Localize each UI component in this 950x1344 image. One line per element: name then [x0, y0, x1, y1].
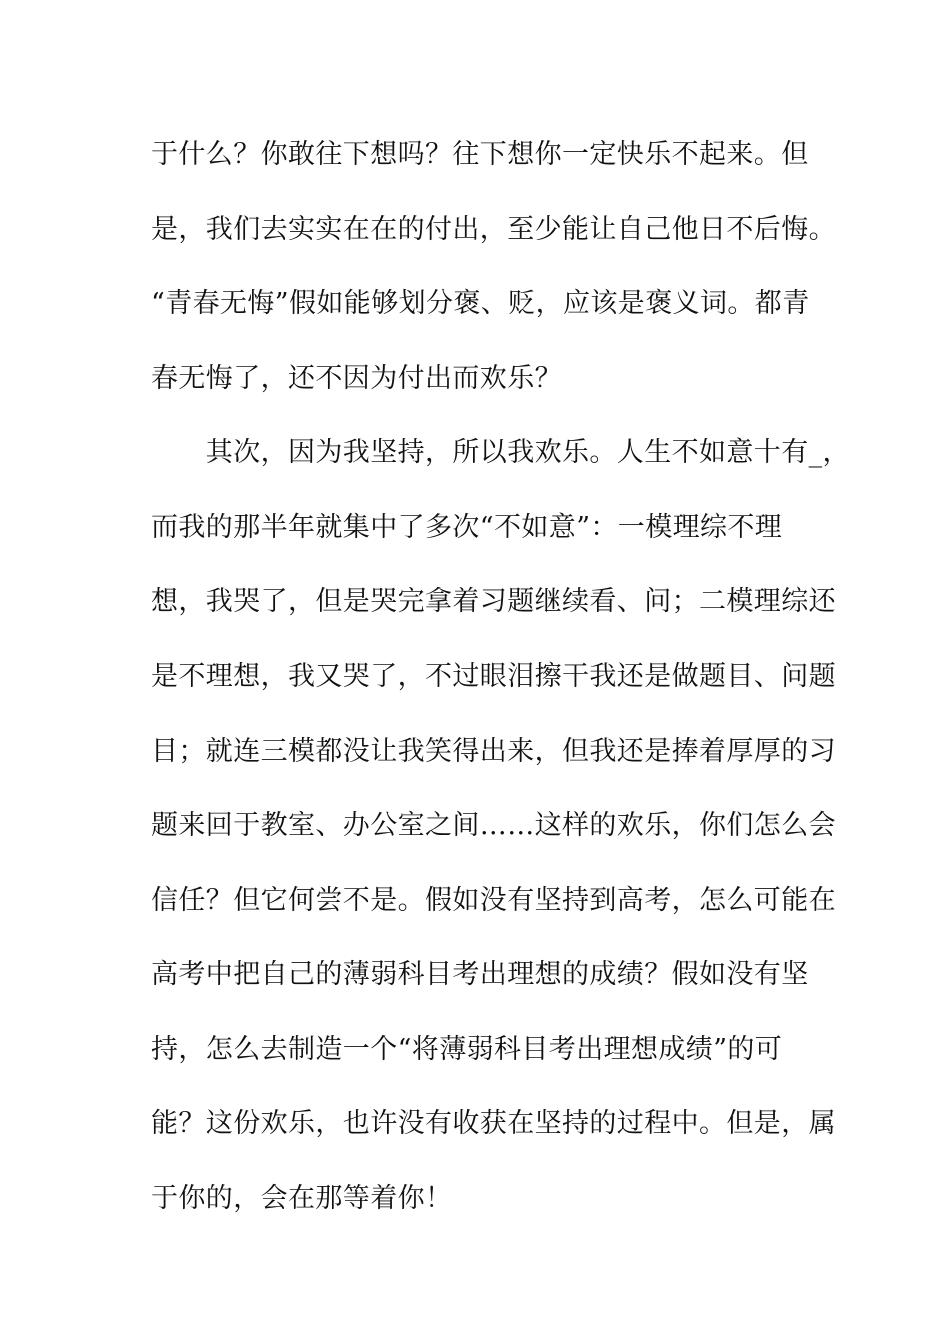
text-line: 是，我们去实实在在的付出，至少能让自己他日不后悔。	[151, 214, 836, 245]
text-line: 想，我哭了，但是哭完拿着习题继续看、问；二模理综还	[151, 586, 836, 617]
text-line: 持，怎么去制造一个“将薄弱科目考出理想成绩”的可	[151, 1034, 783, 1065]
text-line: 于你的，会在那等着你！	[151, 1183, 453, 1214]
text-line: 是不理想，我又哭了，不过眼泪擦干我还是做题目、问题	[151, 661, 836, 692]
text-line: 春无悔了，还不因为付出而欢乐？	[151, 363, 562, 394]
text-line: 信任？但它何尝不是。假如没有坚持到高考，怎么可能在	[151, 885, 836, 916]
text-line: 高考中把自己的薄弱科目考出理想的成绩？假如没有坚	[151, 959, 809, 990]
text-line: 其次，因为我坚持，所以我欢乐。人生不如意十有_，	[151, 437, 850, 468]
text-line: 于什么？你敢往下想吗？往下想你一定快乐不起来。但	[151, 139, 809, 170]
text-line: 能？这份欢乐，也许没有收获在坚持的过程中。但是，属	[151, 1108, 836, 1139]
text-line: 目；就连三模都没让我笑得出来，但我还是捧着厚厚的习	[151, 736, 836, 767]
text-line: “青春无悔”假如能够划分褒、贬，应该是褒义词。都青	[151, 288, 810, 319]
text-line: 而我的那半年就集中了多次“不如意”：一模理综不理	[151, 512, 783, 543]
text-line: 题来回于教室、办公室之间……这样的欢乐，你们怎么会	[151, 810, 836, 841]
